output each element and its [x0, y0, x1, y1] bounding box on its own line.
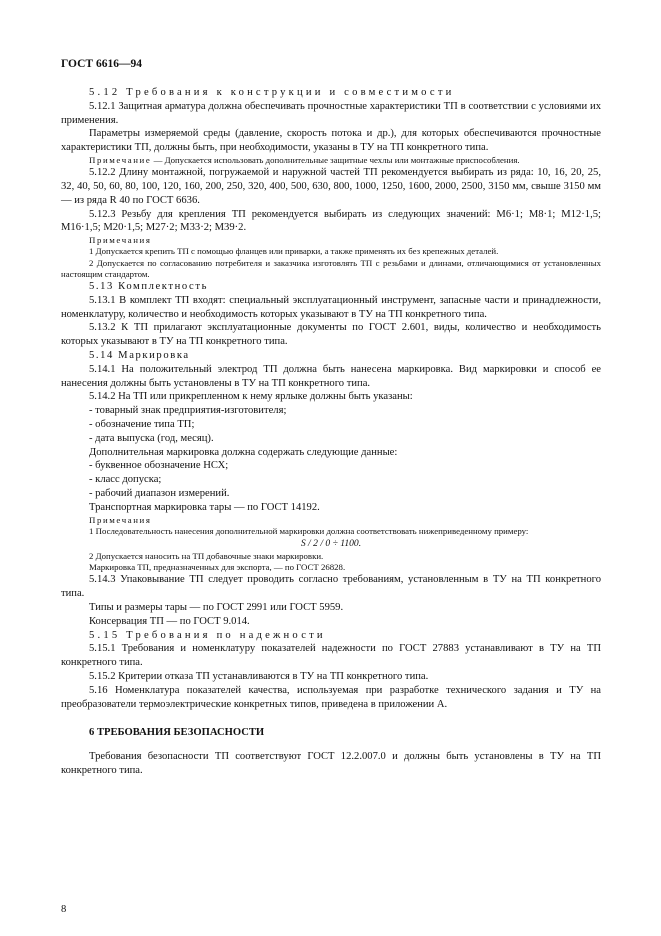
notes-3-item-1: 1 Последовательность нанесения дополнительной маркировки должна соответствовать нижеприведенному примеру:	[89, 525, 529, 536]
para-5-15-2: 5.15.2 Критерии отказа ТП устанавливаются в ТУ на ТП конкретного типа.	[89, 670, 429, 682]
para-5-13-2: 5.13.2 К ТП прилагают эксплуатационные документы по ГОСТ 2.601, виды, количество и необходимость которых указывают в ТУ на ТП конкретного типа.	[61, 322, 601, 348]
para-conservation: Консервация ТП — по ГОСТ 9.014.	[89, 615, 250, 627]
para-5-14-2: 5.14.2 На ТП или прикрепленном к нему ярлыке должны быть указаны:	[89, 391, 413, 403]
section-6-title: 6 ТРЕБОВАНИЯ БЕЗОПАСНОСТИ	[89, 727, 265, 739]
notes-3-label: Примечания	[89, 514, 152, 525]
para-5-12-1: 5.12.1 Защитная арматура должна обеспечивать прочностные характеристики ТП в соответствии с условиями их применения.	[61, 100, 601, 126]
list-item: - обозначение типа ТП;	[89, 418, 195, 430]
notes-2-label: Примечания	[89, 235, 152, 246]
para-extra-marking: Дополнительная маркировка должна содержать следующие данные:	[89, 446, 398, 458]
list-item: - буквенное обозначение НСХ;	[89, 460, 229, 472]
para-transport: Транспортная маркировка тары — по ГОСТ 14192.	[89, 501, 320, 513]
notes-2-item-1: 1 Допускается крепить ТП с помощью фланцев или приварки, а также применять их без крепежных деталей.	[89, 246, 499, 257]
para-5-16: 5.16 Номенклатура показателей качества, используемая при разработке технического задания и ТУ на преобразователи термоэлектрические конкретных типов, приведена в приложении А.	[61, 684, 601, 710]
para-tare: Типы и размеры тары — по ГОСТ 2991 или ГОСТ 5959.	[89, 601, 344, 613]
list-item: - дата выпуска (год, месяц).	[89, 432, 214, 444]
list-item: - товарный знак предприятия-изготовителя;	[89, 405, 287, 417]
section-5-13-title: 5.13 Комплектность	[89, 280, 209, 292]
document-header: ГОСТ 6616—94	[61, 58, 142, 70]
notes-3-item-2: 2 Допускается наносить на ТП добавочные знаки маркировки.	[89, 550, 324, 561]
list-item: - рабочий диапазон измерений.	[89, 487, 230, 499]
note-1-text: — Допускается использовать дополнительные защитные чехлы или монтажные приспособления.	[151, 154, 520, 165]
notes-3-item-3: Маркировка ТП, предназначенных для экспорта, — по ГОСТ 26828.	[89, 562, 346, 573]
section-5-12-title: 5.12 Требования к конструкции и совместимости	[89, 87, 455, 98]
note-1	[61, 155, 601, 166]
para-5-15-1: 5.15.1 Требования и номенклатуру показателей надежности по ГОСТ 27883 устанавливают в ТУ на ТП конкретного типа.	[61, 643, 601, 669]
para-5-12-3: 5.12.3 Резьбу для крепления ТП рекомендуется выбирать из следующих значений: М6·1; М8·1; М12·1,5; М16·1,5; М20·1,5; М27·2; М33·2; М39·2.	[61, 208, 601, 234]
para-5-12-2: 5.12.2 Длину монтажной, погружаемой и наружной частей ТП рекомендуется выбирать из ряда: 10, 16, 20, 25, 32, 40, 50, 60, 80, 100, 120, 160, 200, 250, 320, 400, 500, 630, 800, 1000, 1250, 1600, 2000, 2500, 3150 мм, свыше 3150 мм — из ряда R 40 по ГОСТ 6636.	[61, 167, 601, 206]
marking-formula: S / 2 / 0 ÷ 1100.	[300, 537, 362, 549]
notes-2-item-2: 2 Допускается по согласованию потребителя и заказчика изготовлять ТП с резьбами и длинами, отличающимися от установленных настоящим стандартом.	[61, 257, 601, 279]
para-5-14-3: 5.14.3 Упаковывание ТП следует проводить согласно требованиям, установленным в ТУ на ТП конкретного типа.	[61, 574, 601, 600]
para-6: Требования безопасности ТП соответствуют ГОСТ 12.2.007.0 и должны быть установлены в ТУ на ТП конкретного типа.	[61, 751, 601, 777]
section-5-14-title: 5.14 Маркировка	[89, 349, 190, 361]
note-1-label: Примечание	[89, 154, 152, 165]
document-page	[61, 58, 601, 778]
page-number: 8	[61, 904, 67, 915]
list-item: - класс допуска;	[89, 474, 162, 486]
section-5-15-title: 5.15 Требования по надежности	[89, 629, 326, 641]
para-5-14-1: 5.14.1 На положительный электрод ТП должна быть нанесена маркировка. Вид маркировки и способ ее нанесения должны быть установлены в ТУ на ТП конкретного типа.	[61, 363, 601, 389]
para-5-12-1b: Параметры измеряемой среды (давление, скорость потока и др.), для которых обеспечиваются прочностные характеристики ТП, должны быть, при необходимости, указаны в ТУ на ТП конкретного типа.	[61, 128, 601, 154]
para-5-13-1: 5.13.1 В комплект ТП входят: специальный эксплуатационный инструмент, запасные части и принадлежности, номенклатуру, количество и необходимость которых указывают в ТУ на ТП конкретного типа.	[61, 294, 601, 320]
